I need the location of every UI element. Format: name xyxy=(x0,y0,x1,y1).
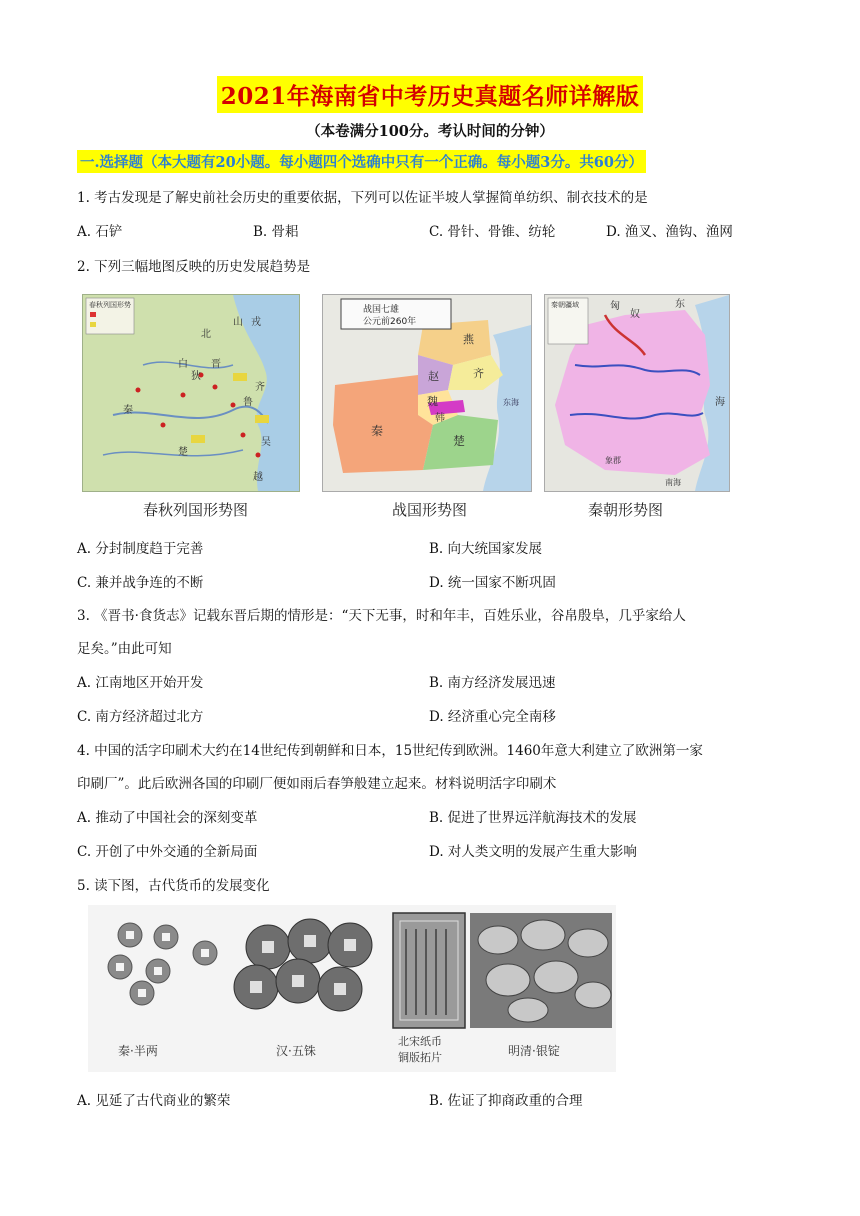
map1-label: 狄 xyxy=(191,371,201,382)
page-title: 2021年海南省中考历史真题名师详解版 xyxy=(217,76,644,113)
q5-option-a: A. 见延了古代商业的繁荣 xyxy=(77,1093,231,1109)
question-3-stem-line1: 3. 《晋书·食货志》记载东晋后期的情形是：“天下无事，时和年丰，百姓乐业，谷帛殷阜，几乎家给人 xyxy=(77,608,686,624)
han-coin-label: 汉·五铢 xyxy=(276,1044,316,1058)
q2-option-c: C. 兼并战争连的不断 xyxy=(77,575,204,591)
q5-option-b: B. 佐证了抑商政重的合理 xyxy=(429,1093,583,1109)
title-block xyxy=(0,76,860,113)
map2-label: 秦 xyxy=(371,424,384,438)
qin-dynasty-map-graphic xyxy=(545,295,729,491)
map1-caption: 春秋列国形势图 xyxy=(143,501,249,519)
map2-label: 赵 xyxy=(428,370,439,383)
map3-label: 南海 xyxy=(665,478,681,487)
map2-label: 齐 xyxy=(473,367,484,380)
map2-caption: 战国形势图 xyxy=(392,501,468,519)
q1-option-a: A. 石铲 xyxy=(77,224,123,240)
map1-label: 鲁 xyxy=(243,397,253,408)
question-2-stem: 2. 下列三幅地图反映的历史发展趋势是 xyxy=(77,259,311,275)
q4-option-d: D. 对人类文明的发展产生重大影响 xyxy=(429,844,637,860)
qin-coin-label: 秦·半两 xyxy=(118,1044,158,1058)
map1-title: 春秋列国形势 xyxy=(89,301,131,309)
song-paper-money-label: 北宋纸币 xyxy=(398,1035,442,1048)
map2-subtitle: 公元前260年 xyxy=(363,317,417,327)
map1-label: 齐 xyxy=(255,382,265,393)
map3-label: 匈 xyxy=(610,301,620,312)
map3-label: 奴 xyxy=(630,309,640,320)
warring-states-map-graphic xyxy=(323,295,531,491)
map1-label: 楚 xyxy=(178,447,188,458)
question-5-stem: 5. 读下图，古代货币的发展变化 xyxy=(77,878,270,894)
map1-label: 山 xyxy=(233,317,243,328)
map3-label: 象郡 xyxy=(605,456,621,465)
q2-option-d: D. 统一国家不断巩固 xyxy=(429,575,556,591)
map1-label: 秦 xyxy=(123,405,133,416)
map2-label: 楚 xyxy=(453,434,466,448)
q3-option-a: A. 江南地区开始开发 xyxy=(77,675,204,691)
map2-label: 东海 xyxy=(503,398,519,407)
map2-label: 韩 xyxy=(435,413,445,424)
spring-autumn-map xyxy=(82,294,300,492)
question-1-stem: 1. 考古发现是了解史前社会历史的重要依据，下列可以佐证半坡人掌握简单纺织、制衣技术的是 xyxy=(77,190,648,206)
map1-label: 北 xyxy=(201,329,211,340)
qin-dynasty-map xyxy=(544,294,730,492)
warring-states-map xyxy=(322,294,532,492)
ancient-currency-photo-strip xyxy=(88,905,616,1072)
q4-option-b: B. 促进了世界远洋航海技术的发展 xyxy=(429,810,637,826)
q2-option-b: B. 向大统国家发展 xyxy=(429,541,543,557)
map1-label: 晋 xyxy=(211,359,221,370)
ancient-currency-graphic xyxy=(88,905,616,1072)
map2-label: 燕 xyxy=(463,333,474,346)
map3-label: 海 xyxy=(715,397,725,408)
song-plate-label: 铜版拓片 xyxy=(398,1051,442,1064)
q3-option-d: D. 经济重心完全南移 xyxy=(429,709,556,725)
map1-label: 吴 xyxy=(261,437,271,448)
map2-label: 魏 xyxy=(427,395,438,408)
spring-autumn-map-graphic xyxy=(83,295,299,491)
map1-label: 戎 xyxy=(251,317,261,328)
question-4-stem-line2: 印刷厂”。此后欧洲各国的印刷厂便如雨后春笋般建立起来。材料说明活字印刷术 xyxy=(77,776,557,792)
map3-label: 东 xyxy=(675,299,685,310)
exam-info: （本卷满分100分。考认时间的分钟） xyxy=(306,123,554,140)
map2-title: 战国七雄 xyxy=(363,305,400,315)
q4-option-a: A. 推动了中国社会的深刻变革 xyxy=(77,810,258,826)
q1-option-c: C. 骨针、骨锥、纺轮 xyxy=(429,224,556,240)
question-4-stem-line1: 4. 中国的活字印刷术大约在14世纪传到朝鲜和日本，15世纪传到欧洲。1460年意大利建立了欧洲第一家 xyxy=(77,743,703,759)
q3-option-b: B. 南方经济发展迅速 xyxy=(429,675,556,691)
q4-option-c: C. 开创了中外交通的全新局面 xyxy=(77,844,258,860)
q2-option-a: A. 分封制度趋于完善 xyxy=(77,541,204,557)
map1-label: 越 xyxy=(253,472,263,483)
map3-title: 秦朝疆域 xyxy=(551,301,579,309)
silver-ingot-label: 明清·银锭 xyxy=(508,1044,560,1058)
q1-option-d: D. 渔叉、渔钩、渔网 xyxy=(606,224,733,240)
q1-option-b: B. 骨耜 xyxy=(253,224,299,240)
map1-label: 白 xyxy=(178,359,188,370)
q3-option-c: C. 南方经济超过北方 xyxy=(77,709,204,725)
map3-caption: 秦朝形势图 xyxy=(588,501,664,519)
question-3-stem-line2: 足矣。”由此可知 xyxy=(77,641,172,657)
section-heading: 一.选择题（本大题有20小题。每小题四个选确中只有一个正确。每小题3分。共60分） xyxy=(77,150,646,173)
